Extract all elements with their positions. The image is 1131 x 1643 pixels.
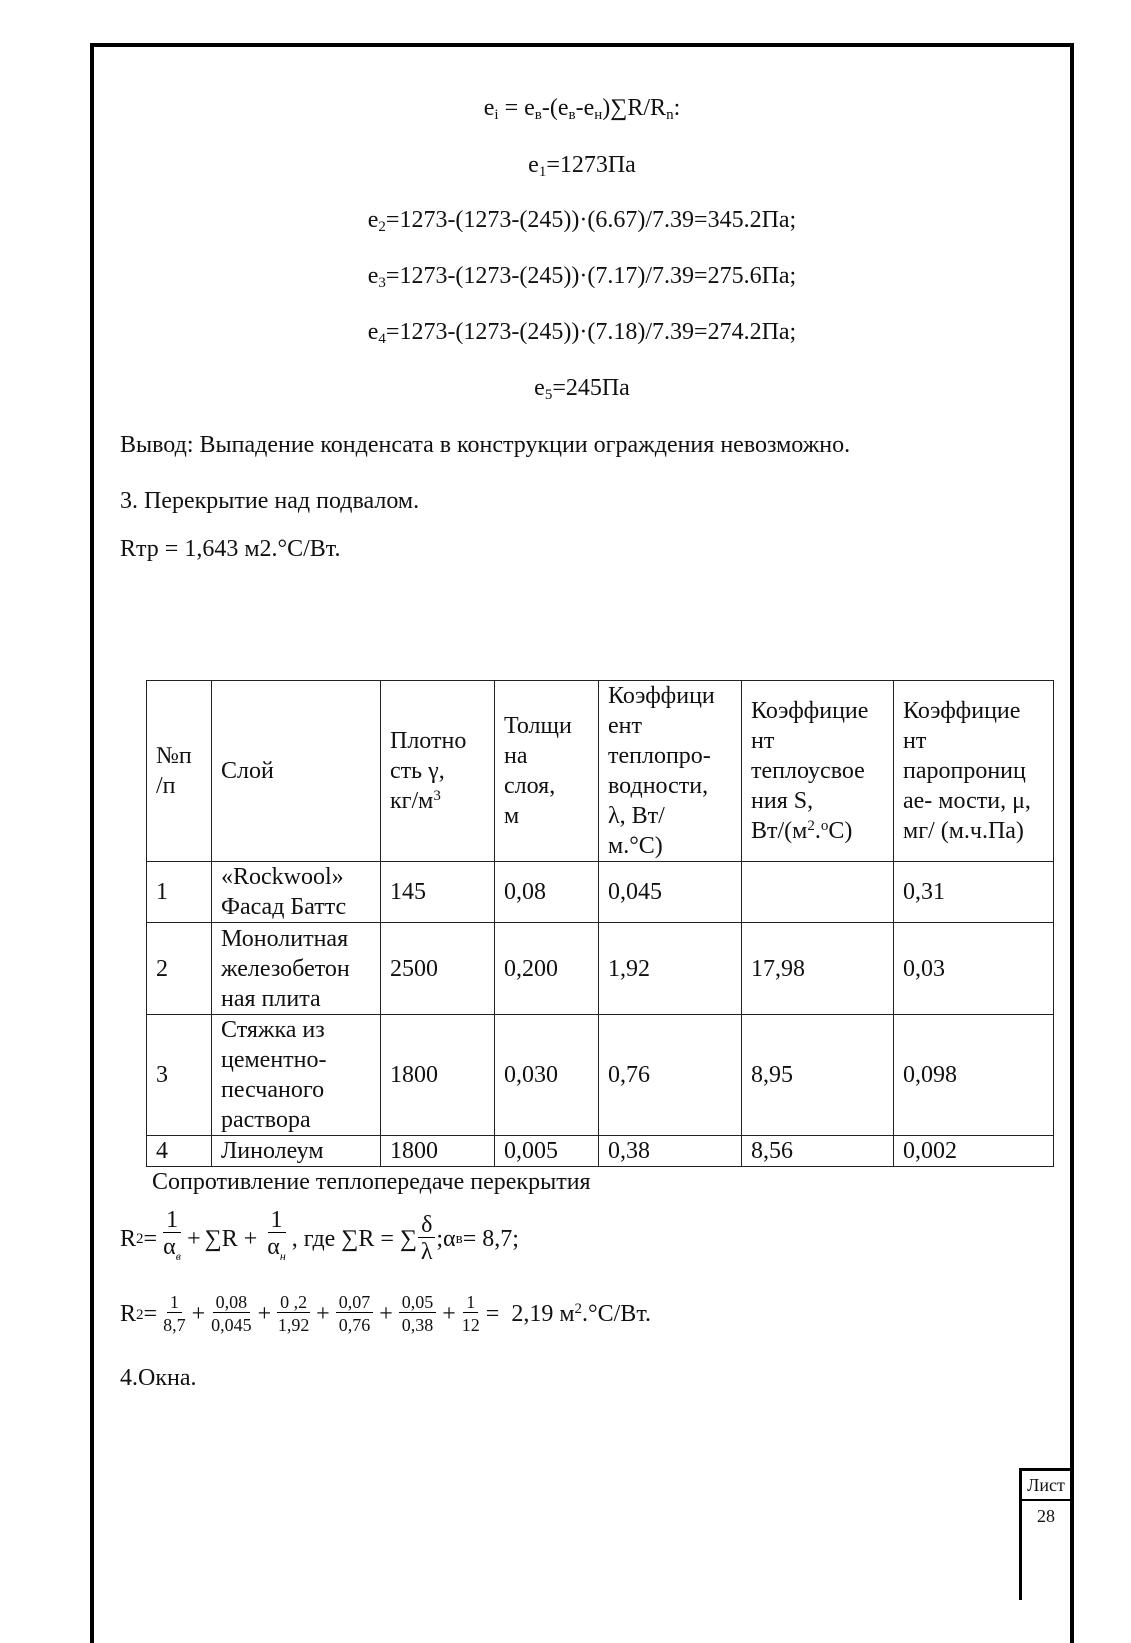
cell-thickness: 0,005 [495,1136,599,1167]
cell-conductivity: 0,38 [599,1136,742,1167]
formula-general: $e_i = e_в-(e_в-e_н)\sum R/R_n$: [483,95,681,123]
table-header-row [147,681,1054,862]
fraction: $\frac{1}{8,7}$ [163,1292,186,1335]
table-row [147,1136,1054,1167]
fraction: $\frac{0,05}{0,38}$ [399,1292,437,1337]
cell-density: 1800 [381,1015,495,1136]
sheet-stamp [1019,1468,1070,1600]
header-conductivity: Коэффици ент теплопро- водности, λ, Вт/ м.°С) [599,681,742,862]
header-density: Плотно сть γ, $кг/м^3$ [381,681,495,862]
r2-numeric-formula: R 2 = $\frac{1}{8,7}$ + $\frac{0,08}{0,045}$ + $\frac{0 ,2}{1,92}$ + $\frac{0,07}{0,76}$ + $\frac{0,05}{0,38}$ + $\frac{1}{12}$ = 2,19 $м^2.^\circ С/Вт$. [120,1292,651,1335]
cell-layer: Монолитная железобетон ная плита [212,923,381,1015]
cell-heat-absorption [742,862,894,923]
cell-thickness: 0,08 [495,862,599,923]
fraction-alpha-n: $\frac{1}{\alpha_н}$ [267,1207,286,1263]
cell-conductivity: 0,045 [599,862,742,923]
fraction: $\frac{0 ,2}{1,92}$ [277,1292,310,1335]
cell-heat-absorption: 8,95 [742,1015,894,1136]
formula-e3: $e_3=1273-(1273-(245))\cdot(7.17)/7.39=275.6Па$; [367,263,797,291]
cell-thickness: 0,200 [495,923,599,1015]
sheet-number: 28 [1037,1506,1055,1526]
cell-vapor-permeability: 0,098 [894,1015,1054,1136]
formula-e4: $e_4=1273-(1273-(245))\cdot(7.18)/7.39=274.2Па$; [367,319,797,347]
cell-number: 1 [147,862,212,923]
fraction: $\frac{0,07}{0,76}$ [336,1292,374,1337]
header-vapor-permeability: Коэффицие нт паропрониц ае- мости, μ, мг/ (м.ч.Па) [894,681,1054,862]
r2-formula: R 2 = $\frac{1}{\alpha_в}$ + ∑R + $\frac{1}{\alpha_н}$ , где ∑R = ∑ $\frac{\delta}{\lambda}$ ;α в = 8,7; [120,1208,519,1270]
required-resistance: Rтр = 1,643 м2.°С/Вт. [120,536,341,562]
cell-layer: Линолеум [212,1136,381,1167]
formula-e2: $e_2=1273-(1273-(245))\cdot(6.67)/7.39=345.2Па$; [367,207,797,235]
formula-e1: $e_1=1273Па$ [528,152,636,180]
cell-number: 2 [147,923,212,1015]
cell-vapor-permeability: 0,03 [894,923,1054,1015]
cell-density: 2500 [381,923,495,1015]
cell-conductivity: 0,76 [599,1015,742,1136]
cell-layer: Стяжка из цементно- песчаного раствора [212,1015,381,1136]
fraction: $\frac{0,08}{0,045}$ [211,1292,252,1335]
header-heat-absorption: Коэффицие нт теплоусвое ния S, $Вт/(м^2.^оС)$ [742,681,894,862]
fraction: $\frac{1}{12}$ [461,1292,480,1335]
header-layer: Слой [212,681,381,862]
cell-vapor-permeability: 0,31 [894,862,1054,923]
cell-number: 3 [147,1015,212,1136]
cell-layer: «Rockwool» Фасад Баттс [212,862,381,923]
sheet-label: Лист [1022,1471,1070,1501]
header-thickness: Толщи на слоя, м [495,681,599,862]
cell-density: 1800 [381,1136,495,1167]
table-row [147,923,1054,1015]
formula-e5: $e_5=245Па$ [534,375,630,403]
cell-number: 4 [147,1136,212,1167]
fraction-alpha-v: $\frac{1}{\alpha_в}$ [163,1207,181,1263]
cell-vapor-permeability: 0,002 [894,1136,1054,1167]
cell-density: 145 [381,862,495,923]
conclusion-text: Вывод: Выпадение конденсата в конструкции ограждения невозможно. [120,432,851,458]
table-row [147,862,1054,923]
windows-section-title: 4.Окна. [120,1365,197,1391]
table-row [147,1015,1054,1136]
cell-heat-absorption: 8,56 [742,1136,894,1167]
cell-conductivity: 1,92 [599,923,742,1015]
layers-table [146,680,1054,1167]
resistance-note: Сопротивление теплопередаче перекрытия [152,1169,591,1195]
header-number: №п /п [147,681,212,862]
cell-thickness: 0,030 [495,1015,599,1136]
section-title: 3. Перекрытие над подвалом. [120,488,420,514]
cell-heat-absorption: 17,98 [742,923,894,1015]
fraction-delta-lambda: $\frac{\delta}{\lambda}$ [418,1213,435,1266]
